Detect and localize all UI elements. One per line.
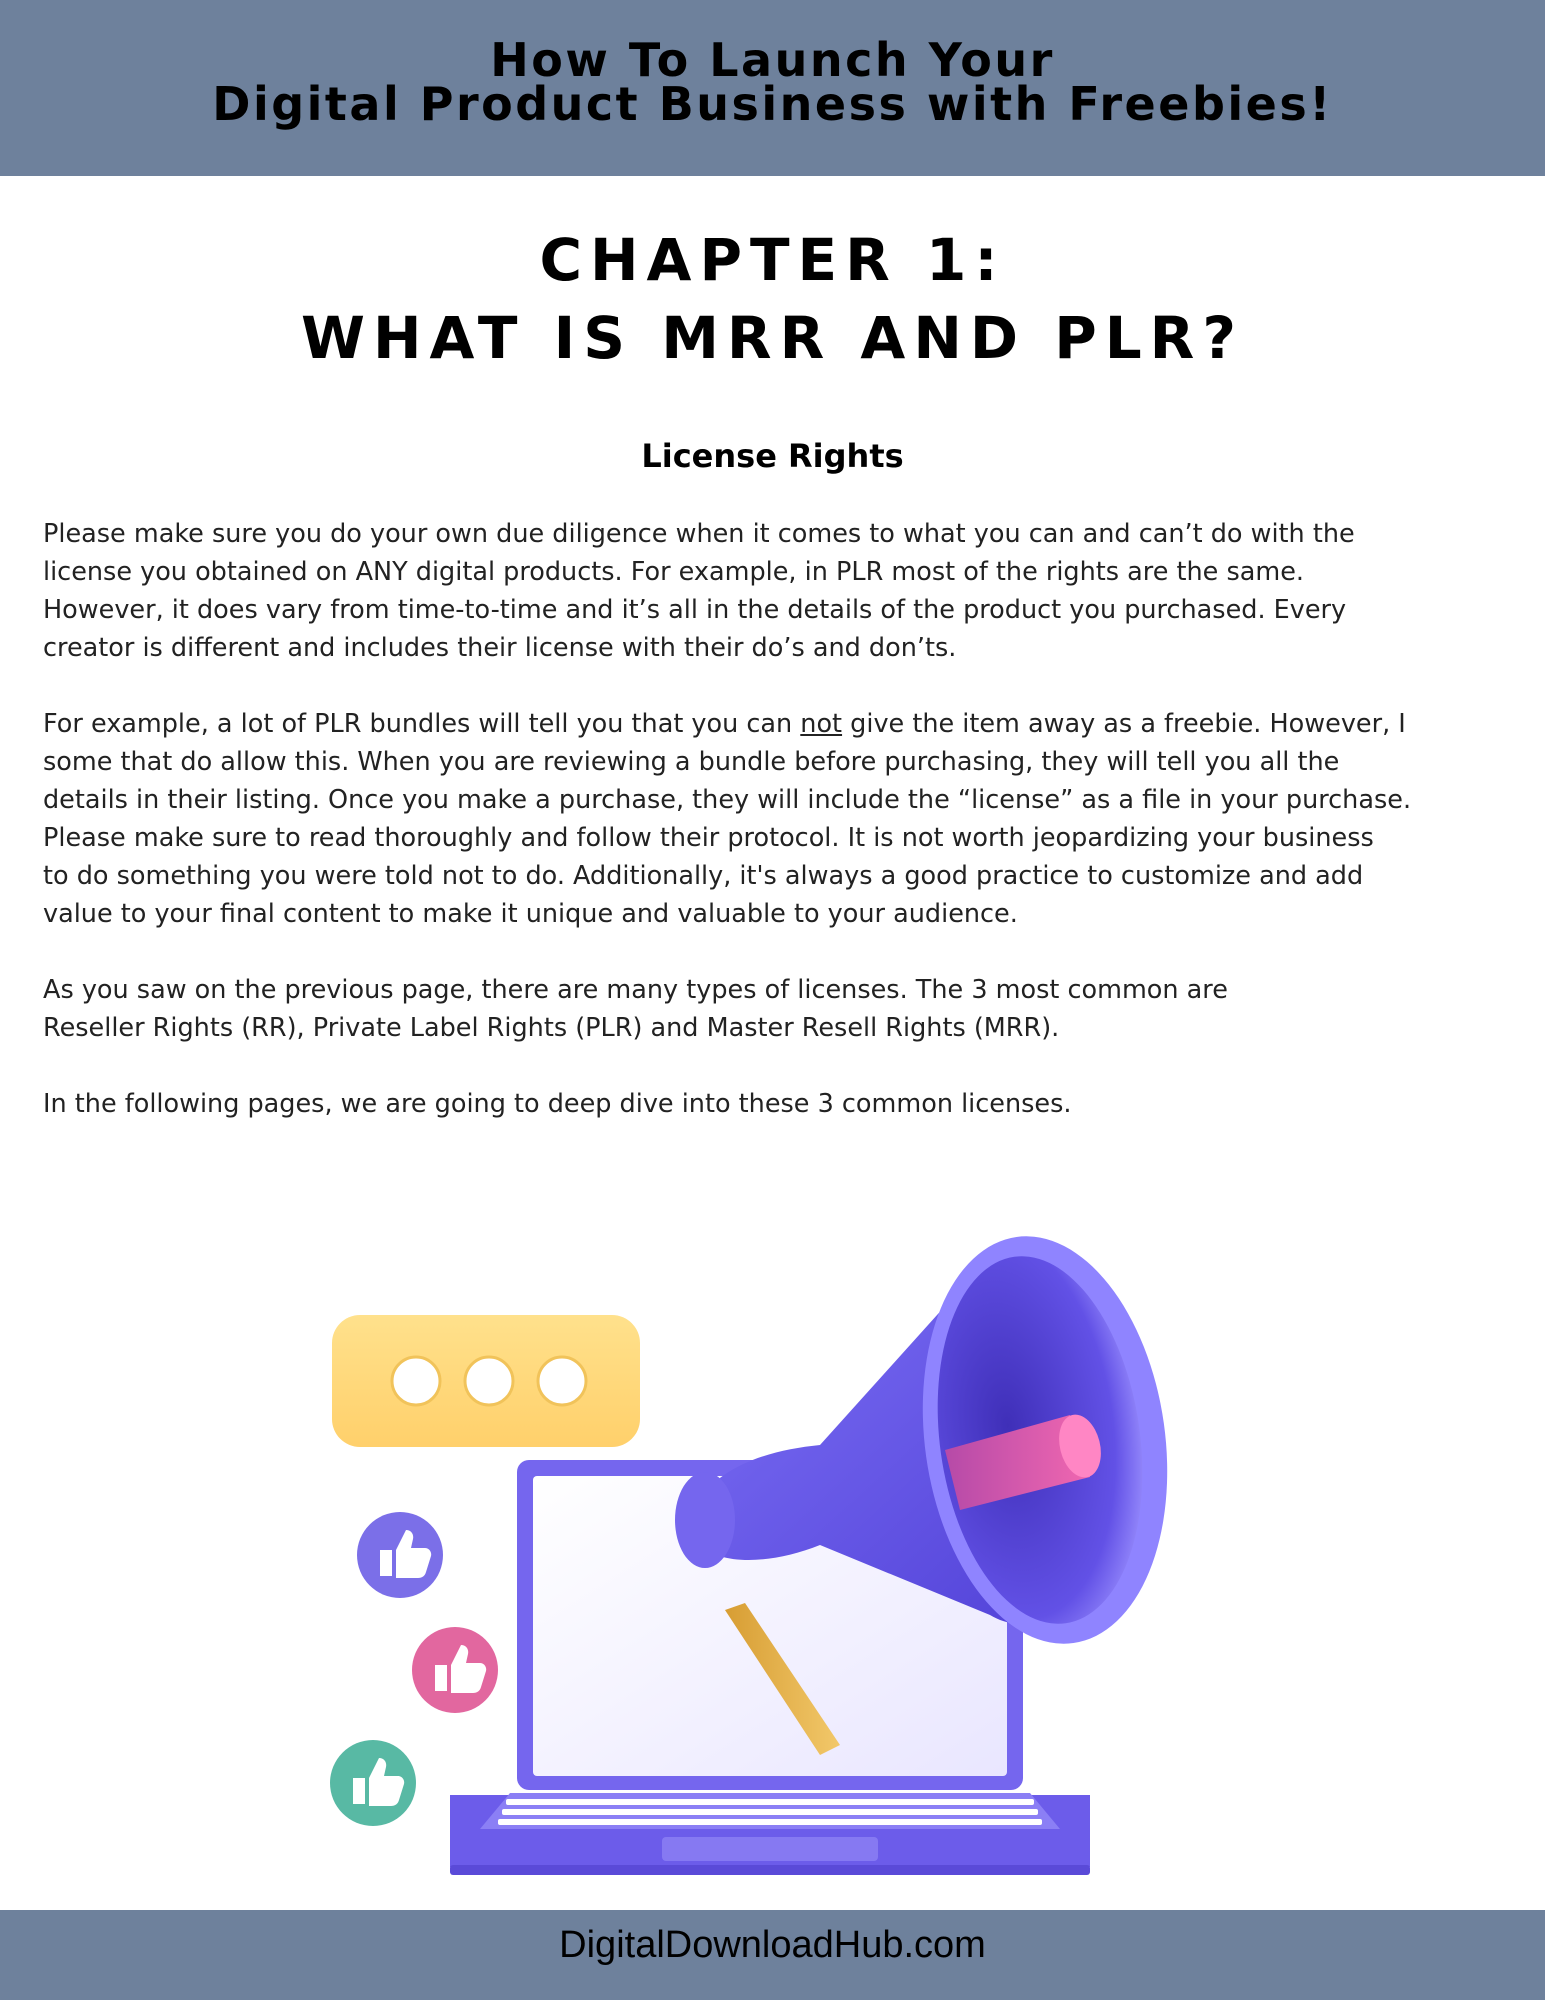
thumbs-up-icon — [412, 1627, 498, 1713]
paragraph-line: Please make sure to read thoroughly and follow their protocol. It is not worth jeopardizing your business — [43, 823, 1374, 853]
chapter-title: WHAT IS MRR AND PLR? — [301, 304, 1244, 372]
footer-website: DigitalDownloadHub.com — [559, 1924, 986, 1966]
text-segment: give the item away as a freebie. However, I — [842, 709, 1406, 739]
header-title-line-1: How To Launch Your — [490, 33, 1055, 87]
paragraph-line: Reseller Rights (RR), Private Label Rights (PLR) and Master Resell Rights (MRR). — [43, 1013, 1060, 1043]
paragraph-line: details in their listing. Once you make a purchase, they will include the “license” as a file in your purchase. — [43, 785, 1412, 815]
paragraph-line — [43, 705, 1523, 743]
paragraph-due-diligence — [43, 515, 1523, 667]
chat-bubble-icon — [332, 1315, 640, 1447]
section-heading: License Rights — [641, 437, 904, 475]
paragraph-line: In the following pages, we are going to deep dive into these 3 common licenses. — [43, 1089, 1072, 1119]
megaphone-laptop-illustration — [300, 1215, 1220, 1885]
underlined-word: not — [800, 709, 843, 739]
paragraph-deep-dive — [43, 1085, 1523, 1123]
paragraph-license-types — [43, 971, 1523, 1047]
paragraph-line: As you saw on the previous page, there are many types of licenses. The 3 most common are — [43, 975, 1228, 1005]
header-title-line-2: Digital Product Business with Freebies! — [212, 77, 1333, 131]
paragraph-line: However, it does vary from time-to-time and it’s all in the details of the product you purchased. Every — [43, 595, 1347, 625]
thumbs-up-icon — [357, 1512, 443, 1598]
paragraph-line: creator is different and includes their license with their do’s and don’ts. — [43, 633, 957, 663]
chapter-number: CHAPTER 1: — [539, 226, 1006, 294]
paragraph-line: some that do allow this. When you are reviewing a bundle before purchasing, they will tell you all the — [43, 747, 1340, 777]
paragraph-line: Please make sure you do your own due diligence when it comes to what you can and can’t do with the — [43, 519, 1355, 549]
text-segment: For example, a lot of PLR bundles will tell you that you can — [43, 709, 801, 739]
paragraph-line: license you obtained on ANY digital products. For example, in PLR most of the rights are the same. — [43, 557, 1305, 587]
paragraph-plr-bundles — [43, 705, 1523, 933]
thumbs-up-icon — [330, 1740, 416, 1826]
paragraph-line: value to your final content to make it unique and valuable to your audience. — [43, 899, 1018, 929]
paragraph-line: to do something you were told not to do. Additionally, it's always a good practice to customize and add — [43, 861, 1364, 891]
